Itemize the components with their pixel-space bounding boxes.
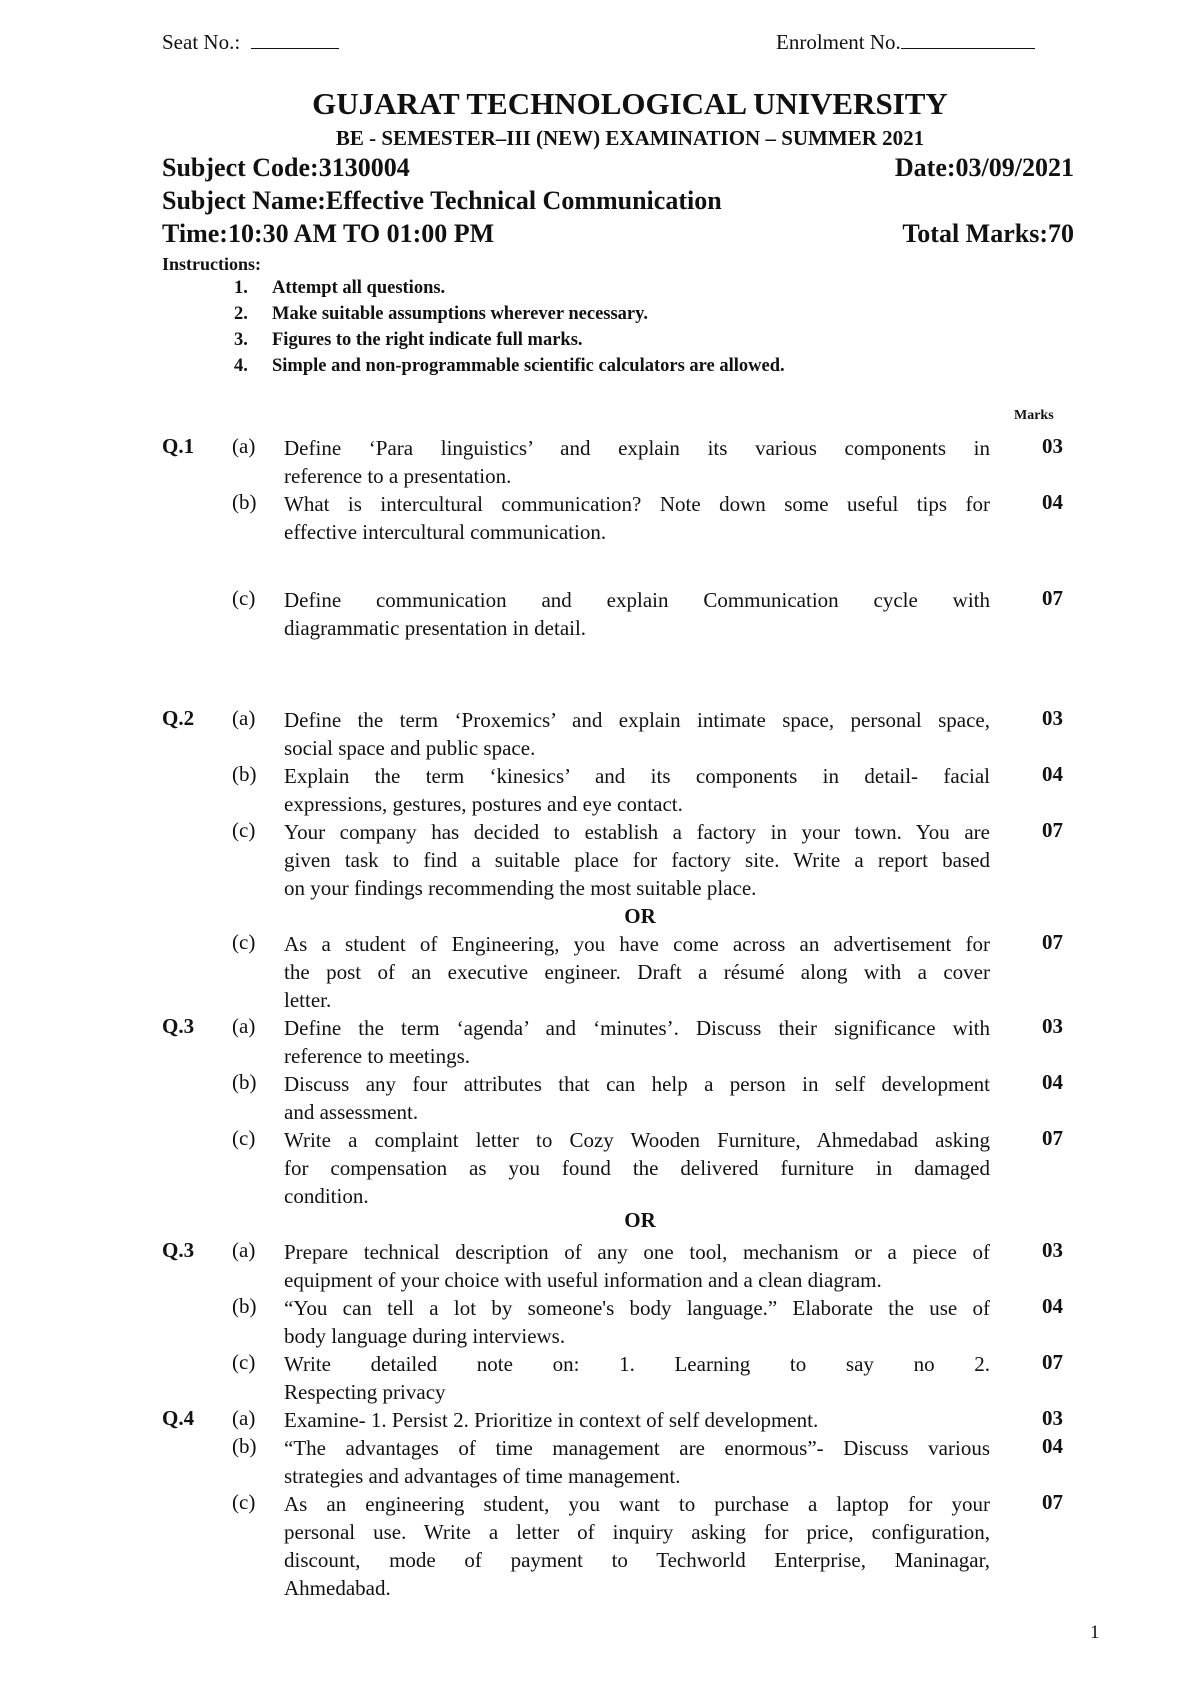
question-text-line: Ahmedabad. [284, 1576, 391, 1600]
question-text-line: Write detailed note on: 1. Learning to say no 2. [284, 1352, 990, 1376]
question-part: (c) [232, 930, 256, 954]
question-text-line: letter. [284, 988, 332, 1012]
question-text-line: body language during interviews. [284, 1324, 566, 1348]
question-part: (c) [232, 818, 256, 842]
instruction-text: Make suitable assumptions wherever necessary. [272, 304, 648, 324]
instruction-text: Attempt all questions. [272, 278, 446, 298]
question-text-line: Define ‘Para linguistics’ and explain its various components in [284, 436, 990, 460]
question-marks: 03 [1042, 434, 1063, 458]
question-text-line: “You can tell a lot by someone's body language.” Elaborate the use of [284, 1296, 990, 1320]
question-marks: 07 [1042, 586, 1063, 610]
exam-date: Date:03/09/2021 [894, 153, 1074, 182]
question-text-line: the post of an executive engineer. Draft a résumé along with a cover [284, 960, 990, 984]
question-text-line: diagrammatic presentation in detail. [284, 616, 587, 640]
question-text-line: discount, mode of payment to Techworld Enterprise, Maninagar, [284, 1548, 990, 1572]
question-text-line: personal use. Write a letter of inquiry asking for price, configuration, [284, 1520, 990, 1544]
question-text-line: Examine- 1. Persist 2. Prioritize in context of self development. [284, 1408, 819, 1432]
question-text [284, 706, 990, 762]
question-part: (b) [232, 490, 257, 514]
question-number: Q.3 [162, 1238, 195, 1262]
question-marks: 04 [1042, 1434, 1063, 1458]
question-text-line: on your findings recommending the most suitable place. [284, 876, 757, 900]
question-text-line: Define the term ‘Proxemics’ and explain intimate space, personal space, [284, 708, 990, 732]
instruction-number: 2. [234, 304, 248, 324]
exam-title: BE - SEMESTER–III (NEW) EXAMINATION – SUMMER 2021 [335, 126, 925, 150]
question-text [284, 1238, 990, 1294]
enrolment-number-label: Enrolment No. [776, 30, 901, 54]
question-text-line: Define the term ‘agenda’ and ‘minutes’. Discuss their significance with [284, 1016, 990, 1040]
question-text [284, 1294, 990, 1350]
question-text-line: expressions, gestures, postures and eye contact. [284, 792, 683, 816]
question-marks: 04 [1042, 1070, 1063, 1094]
question-part: (b) [232, 1434, 257, 1458]
subject-code: Subject Code:3130004 [162, 153, 410, 182]
question-part: (a) [232, 706, 256, 730]
question-marks: 03 [1042, 706, 1063, 730]
page-number: 1 [1090, 1622, 1100, 1643]
subject-name: Subject Name:Effective Technical Communication [162, 186, 722, 215]
question-text [284, 818, 990, 902]
instruction-text: Simple and non-programmable scientific calculators are allowed. [272, 356, 785, 376]
instruction-number: 3. [234, 330, 248, 350]
question-text-line: and assessment. [284, 1100, 419, 1124]
question-text [284, 1406, 990, 1434]
instruction-text: Figures to the right indicate full marks. [272, 330, 583, 350]
question-part: (a) [232, 434, 256, 458]
question-part: (b) [232, 1294, 257, 1318]
question-text-line: reference to meetings. [284, 1044, 470, 1068]
question-marks: 04 [1042, 1294, 1063, 1318]
instruction-item [234, 356, 785, 377]
question-text [284, 1434, 990, 1490]
question-part: (a) [232, 1238, 256, 1262]
marks-column-header: Marks [1014, 408, 1054, 423]
question-text [284, 434, 990, 490]
question-marks: 07 [1042, 818, 1063, 842]
question-text-line: Explain the term ‘kinesics’ and its components in detail- facial [284, 764, 990, 788]
instructions-title: Instructions: [162, 254, 262, 274]
question-marks: 04 [1042, 762, 1063, 786]
question-marks: 07 [1042, 1126, 1063, 1150]
question-text [284, 1350, 990, 1406]
question-text [284, 1014, 990, 1070]
instruction-item [234, 278, 445, 299]
question-text-line: What is intercultural communication? Note down some useful tips for [284, 492, 990, 516]
question-number: Q.2 [162, 706, 195, 730]
question-marks: 07 [1042, 930, 1063, 954]
question-text [284, 490, 990, 546]
question-part: (a) [232, 1406, 256, 1430]
question-text-line: equipment of your choice with useful information and a clean diagram. [284, 1268, 882, 1292]
question-text [284, 1490, 990, 1602]
question-text [284, 1126, 990, 1210]
question-number: Q.4 [162, 1406, 195, 1430]
question-marks: 07 [1042, 1490, 1063, 1514]
university-title: GUJARAT TECHNOLOGICAL UNIVERSITY [312, 86, 948, 121]
question-text-line: strategies and advantages of time management. [284, 1464, 681, 1488]
question-part: (c) [232, 1350, 256, 1374]
question-marks: 03 [1042, 1014, 1063, 1038]
question-text-line: As a student of Engineering, you have come across an advertisement for [284, 932, 990, 956]
or-separator: OR [624, 1208, 656, 1232]
instruction-item [234, 304, 648, 325]
question-number: Q.3 [162, 1014, 195, 1038]
instruction-number: 4. [234, 356, 248, 376]
question-number: Q.1 [162, 434, 195, 458]
question-text-line: condition. [284, 1184, 369, 1208]
question-marks: 07 [1042, 1350, 1063, 1374]
question-text-line: Respecting privacy [284, 1380, 446, 1404]
question-text-line: reference to a presentation. [284, 464, 512, 488]
question-marks: 03 [1042, 1238, 1063, 1262]
question-text [284, 586, 990, 642]
question-part: (a) [232, 1014, 256, 1038]
question-text-line: given task to find a suitable place for factory site. Write a report based [284, 848, 990, 872]
total-marks: Total Marks:70 [902, 219, 1074, 248]
question-text-line: Prepare technical description of any one tool, mechanism or a piece of [284, 1240, 990, 1264]
question-part: (c) [232, 586, 256, 610]
enrolment-number-blank [901, 30, 1035, 49]
question-text-line: for compensation as you found the delivered furniture in damaged [284, 1156, 990, 1180]
question-part: (b) [232, 762, 257, 786]
question-text [284, 1070, 990, 1126]
question-text-line: “The advantages of time management are enormous”- Discuss various [284, 1436, 990, 1460]
or-separator: OR [624, 904, 656, 928]
question-part: (b) [232, 1070, 257, 1094]
instruction-item [234, 330, 583, 351]
enrolment-number-field [776, 30, 1035, 55]
question-text-line: Define communication and explain Communication cycle with [284, 588, 990, 612]
question-text-line: Your company has decided to establish a factory in your town. You are [284, 820, 990, 844]
question-text-line: effective intercultural communication. [284, 520, 607, 544]
question-part: (c) [232, 1490, 256, 1514]
seat-number-label: Seat No.: [162, 30, 241, 54]
question-marks: 03 [1042, 1406, 1063, 1430]
question-text-line: social space and public space. [284, 736, 536, 760]
question-text [284, 762, 990, 818]
question-part: (c) [232, 1126, 256, 1150]
question-marks: 04 [1042, 490, 1063, 514]
question-text-line: Discuss any four attributes that can help a person in self development [284, 1072, 990, 1096]
question-text [284, 930, 990, 1014]
seat-number-blank [251, 30, 339, 49]
question-text-line: Write a complaint letter to Cozy Wooden Furniture, Ahmedabad asking [284, 1128, 990, 1152]
seat-number-field [162, 30, 339, 55]
instruction-number: 1. [234, 278, 248, 298]
question-text-line: As an engineering student, you want to purchase a laptop for your [284, 1492, 990, 1516]
exam-time: Time:10:30 AM TO 01:00 PM [162, 219, 495, 248]
